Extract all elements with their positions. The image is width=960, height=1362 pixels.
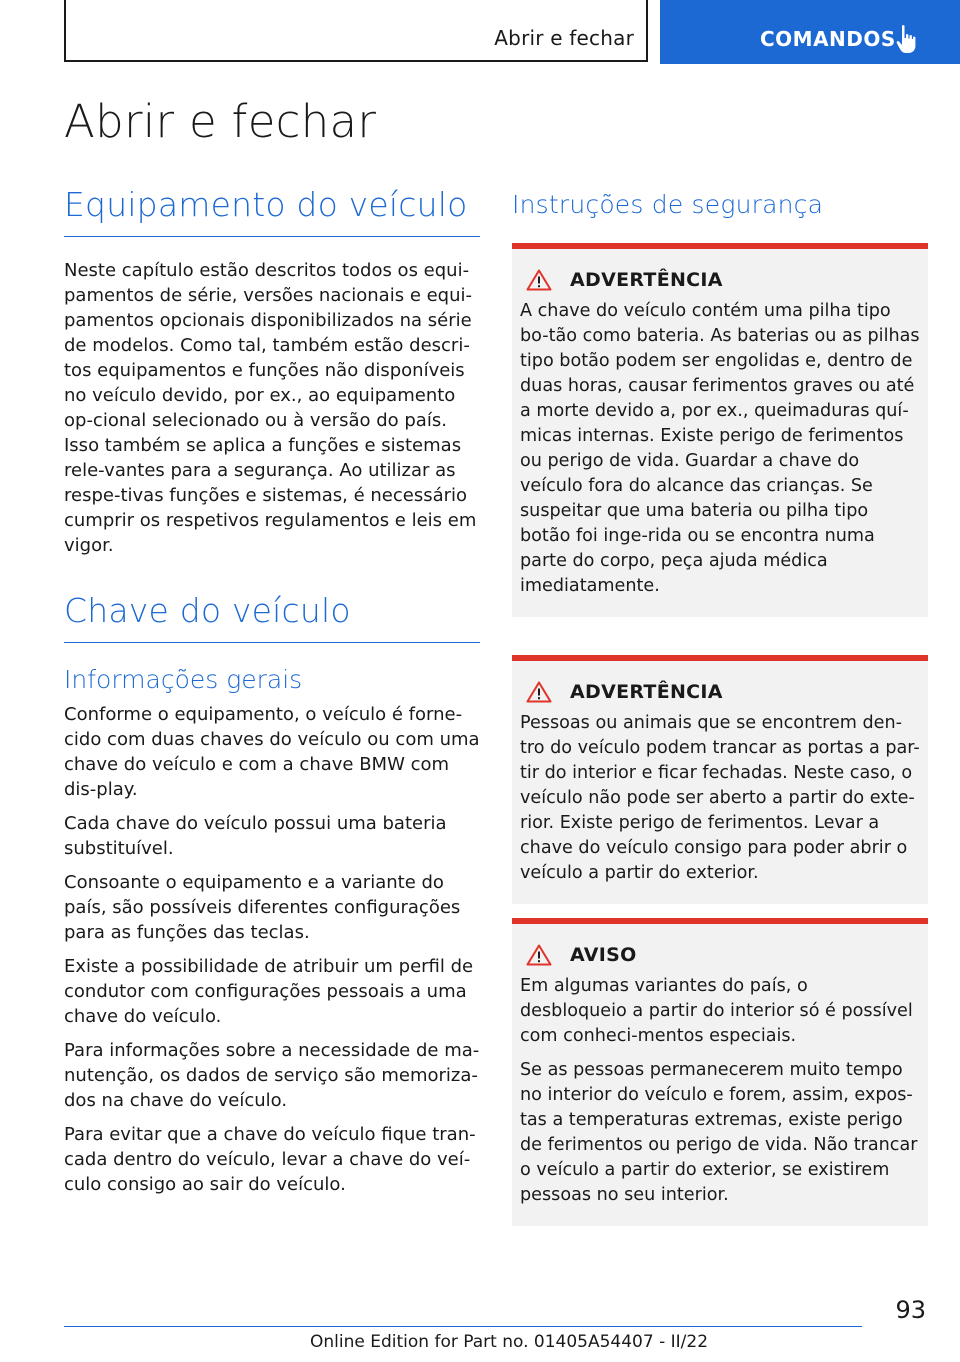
equipment-heading: Equipamento do veículo: [64, 185, 480, 237]
warning-box: [512, 243, 928, 617]
vehicle-key-heading: Chave do veículo: [64, 591, 480, 643]
header-chapter-box: [64, 0, 648, 62]
warning-triangle-icon: [526, 944, 552, 966]
notice-label: AVISO: [570, 944, 637, 966]
info-paragraph: Consoante o equipamento e a variante do país, são possíveis diferentes configurações para as funções das teclas.: [64, 872, 461, 943]
info-paragraph: Para evitar que a chave do veículo fique tran-cada dentro do veículo, levar a chave do veí-culo consigo ao sair do veículo.: [64, 1124, 476, 1195]
page-number: 93: [895, 1296, 926, 1324]
info-paragraph: Existe a possibilidade de atribuir um perfil de condutor com configurações pessoais a uma chave do veículo.: [64, 956, 474, 1027]
info-paragraph: Para informações sobre a necessidade de ma-nutenção, os dados de serviço são memoriza-dos na chave do veículo.: [64, 1040, 480, 1111]
notice-text: Em algumas variantes do país, o desbloqueio a partir do interior só é possível com conheci-mentos especiais.: [520, 976, 913, 1046]
warning-label: ADVERTÊNCIA: [570, 681, 723, 703]
warning-header: [526, 269, 920, 291]
warning-text: A chave do veículo contém uma pilha tipo bo-tão como bateria. As baterias ou as pilhas tipo botão podem ser engolidas e, dentro de duas horas, causar ferimentos graves ou até a morte devido a, por ex., queimaduras quí-micas internas. Existe perigo de ferimentos ou perigo de vida. Guardar a chave do veículo fora do alcance das crianças. Se suspeitar que uma bateria ou pilha tipo botão foi inge-rida ou se encontra numa parte do corpo, peça ajuda médica imediatamente.: [520, 301, 920, 596]
general-info-heading: Informações gerais: [64, 665, 303, 694]
page-title: Abrir e fechar: [64, 95, 377, 148]
header-chapter-title: Abrir e fechar: [494, 26, 634, 50]
right-column: [512, 190, 928, 1226]
footer-divider: [64, 1326, 862, 1327]
warning-header: [526, 681, 920, 703]
warning-box: [512, 655, 928, 904]
warning-triangle-icon: [526, 681, 552, 703]
warning-label: ADVERTÊNCIA: [570, 269, 723, 291]
equipment-paragraph: Neste capítulo estão descritos todos os equi-pamentos de série, versões nacionais e equi-pamentos opcionais disponibilizados na série de modelos. Como tal, também estão descri-tos equipamentos e funções não disponíveis no veículo devido, por ex., ao equipamento op-cional selecionado ou à versão do país. Isso também se aplica a funções e sistemas rele-vantes para a segurança. Ao utilizar as respe-tivas funções e sistemas, é necessário cumprir os respetivos regulamentos e leis em vigor.: [64, 260, 477, 556]
pointing-hand-icon: [896, 24, 918, 54]
header-section-tab: [660, 0, 960, 64]
info-paragraph: Conforme o equipamento, o veículo é forne-cido com duas chaves do veículo ou com uma chave do veículo e com a chave BMW com dis-play.: [64, 704, 480, 800]
footer-edition: Online Edition for Part no. 01405A54407 - II/22: [310, 1332, 709, 1352]
warning-text: Pessoas ou animais que se encontrem den-tro do veículo podem trancar as portas a par-tir do interior e ficar fechadas. Neste caso, o veículo não pode ser aberto a partir do exte-rior. Existe perigo de ferimentos. Levar a chave do veículo consigo para poder abrir o veículo a partir do exterior.: [520, 713, 920, 883]
warning-triangle-icon: [526, 269, 552, 291]
notice-box: [512, 918, 928, 1226]
left-column: [64, 185, 480, 1197]
safety-heading: Instruções de segurança: [512, 190, 824, 219]
info-paragraph: Cada chave do veículo possui uma bateria substituível.: [64, 813, 447, 859]
notice-text: Se as pessoas permanecerem muito tempo no interior do veículo e forem, assim, expos-tas a temperaturas extremas, existe perigo de ferimentos ou perigo de vida. Não trancar o veículo a partir do exterior, se existirem pessoas no seu interior.: [520, 1060, 918, 1205]
notice-header: [526, 944, 920, 966]
header-section-label: COMANDOS: [760, 27, 896, 51]
